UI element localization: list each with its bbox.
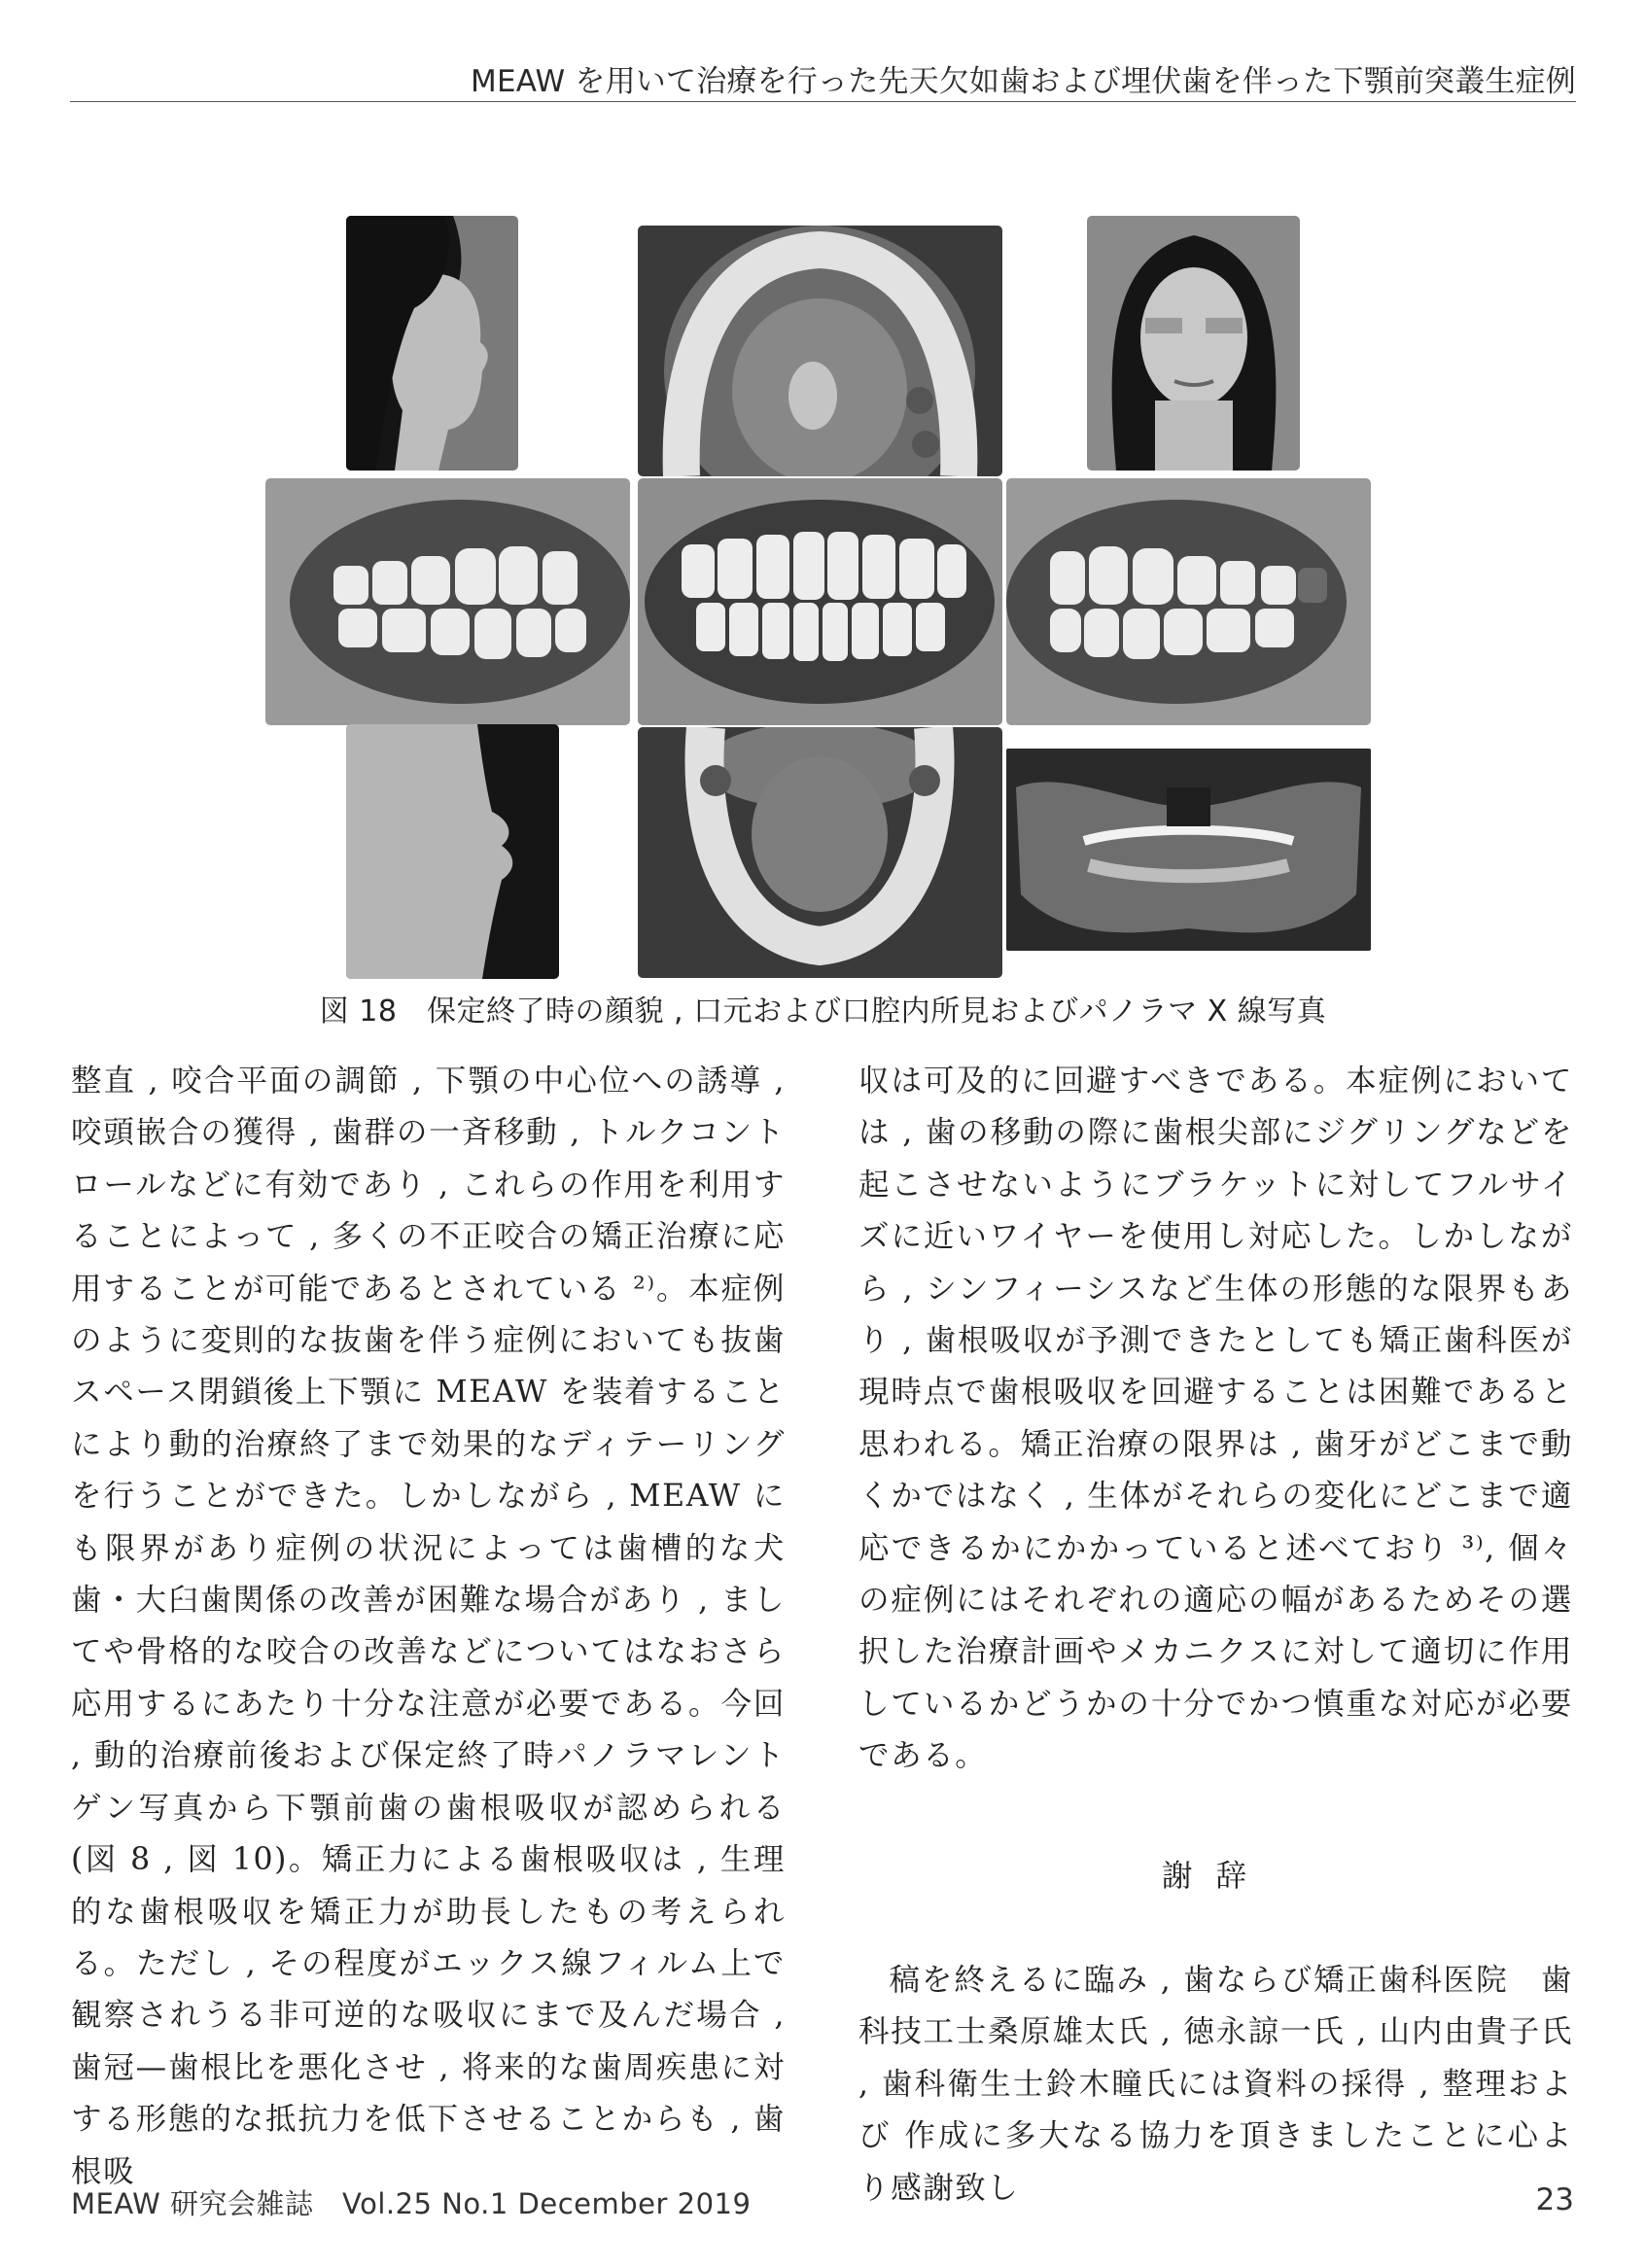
acknowledgment-heading: 謝辞 <box>1161 1858 1270 1894</box>
body-column-right <box>858 1056 1573 2215</box>
body-column-left <box>71 1056 786 2198</box>
body-paragraph-right: 収は可及的に回避すべきである。本症例においては , 歯の移動の際に歯根尖部にジグリングなどを起こさせないようにブラケットに対してフルサイズに近いワイヤーを使用し対応した。しかしながら , シンフィーシスなど生体の形態的な限界もあり , 歯根吸収が予測できたとしても矯正歯科医が現時点で歯根吸収を回避することは困難であると思われる。矯正治療の限界は , 歯牙がどこまで動くかではなく , 生体がそれらの変化にどこまで適応できるかにかかっていると述べており ³⁾, 個々の症例にはそれぞれの適応の幅があるためその選択した治療計画やメカニクスに対して適切に作用しているかどうかの十分でかつ慎重な対応が必要である。 <box>858 1064 1573 1774</box>
photo-face-profile <box>346 216 518 471</box>
photo-frontal-intraoral <box>638 478 1002 725</box>
photo-panoramic-xray <box>1006 749 1371 951</box>
figure-caption: 図 18 保定終了時の顔貌 , 口元および口腔内所見およびパノラマ X 線写真 <box>319 994 1327 1029</box>
photo-left-buccal <box>1006 478 1371 725</box>
footer-journal: MEAW 研究会雑誌 Vol.25 No.1 December 2019 <box>71 2187 752 2220</box>
acknowledgment-paragraph: 稿を終えるに臨み , 歯ならび矯正歯科医院 歯科技工士桑原雄太氏 , 徳永諒一氏 , 山内由貴子氏 , 歯科衛生士鈴木瞳氏には資料の採得 , 整理および 作成に多大なる協力を頂きましたことに心より感謝致し <box>858 1963 1573 2206</box>
photo-right-buccal <box>265 478 630 725</box>
header-rule <box>70 101 1576 102</box>
photo-lip-profile <box>346 724 559 979</box>
running-header: MEAW を用いて治療を行った先天欠如歯および埋伏歯を伴った下顎前突叢生症例 <box>471 64 1576 99</box>
photo-face-frontal <box>1087 216 1300 471</box>
photo-upper-occlusal <box>638 226 1002 476</box>
body-paragraph-left: 整直 , 咬合平面の調節 , 下顎の中心位への誘導 , 咬頭嵌合の獲得 , 歯群の一斉移動 , トルクコントロールなどに有効であり , これらの作用を利用することによって , 多くの不正咬合の矯正治療に応用することが可能であるとされている ²⁾。本症例のように変則的な抜歯を伴う症例においても抜歯スペース閉鎖後上下顎に MEAW を装着することにより動的治療終了まで効果的なディテーリングを行うことができた。しかしながら , MEAW にも限界があり症例の状況によっては歯槽的な犬歯・大臼歯関係の改善が困難な場合があり , ましてや骨格的な咬合の改善などについてはなおさら応用するにあたり十分な注意が必要である。今回 , 動的治療前後および保定終了時パノラマレントゲン写真から下顎前歯の歯根吸収が認められる (図 8 , 図 10)。矯正力による歯根吸収は , 生理的な歯根吸収を矯正力が助長したもの考えられる。ただし , その程度がエックス線フィルム上で観察されうる非可逆的な吸収にまで及んだ場合 , 歯冠—歯根比を悪化させ , 将来的な歯周疾患に対する形態的な抵抗力を低下させることからも , 歯根吸 <box>71 1064 786 2189</box>
photo-lower-occlusal <box>638 727 1002 978</box>
page-number: 23 <box>1535 2182 1574 2217</box>
